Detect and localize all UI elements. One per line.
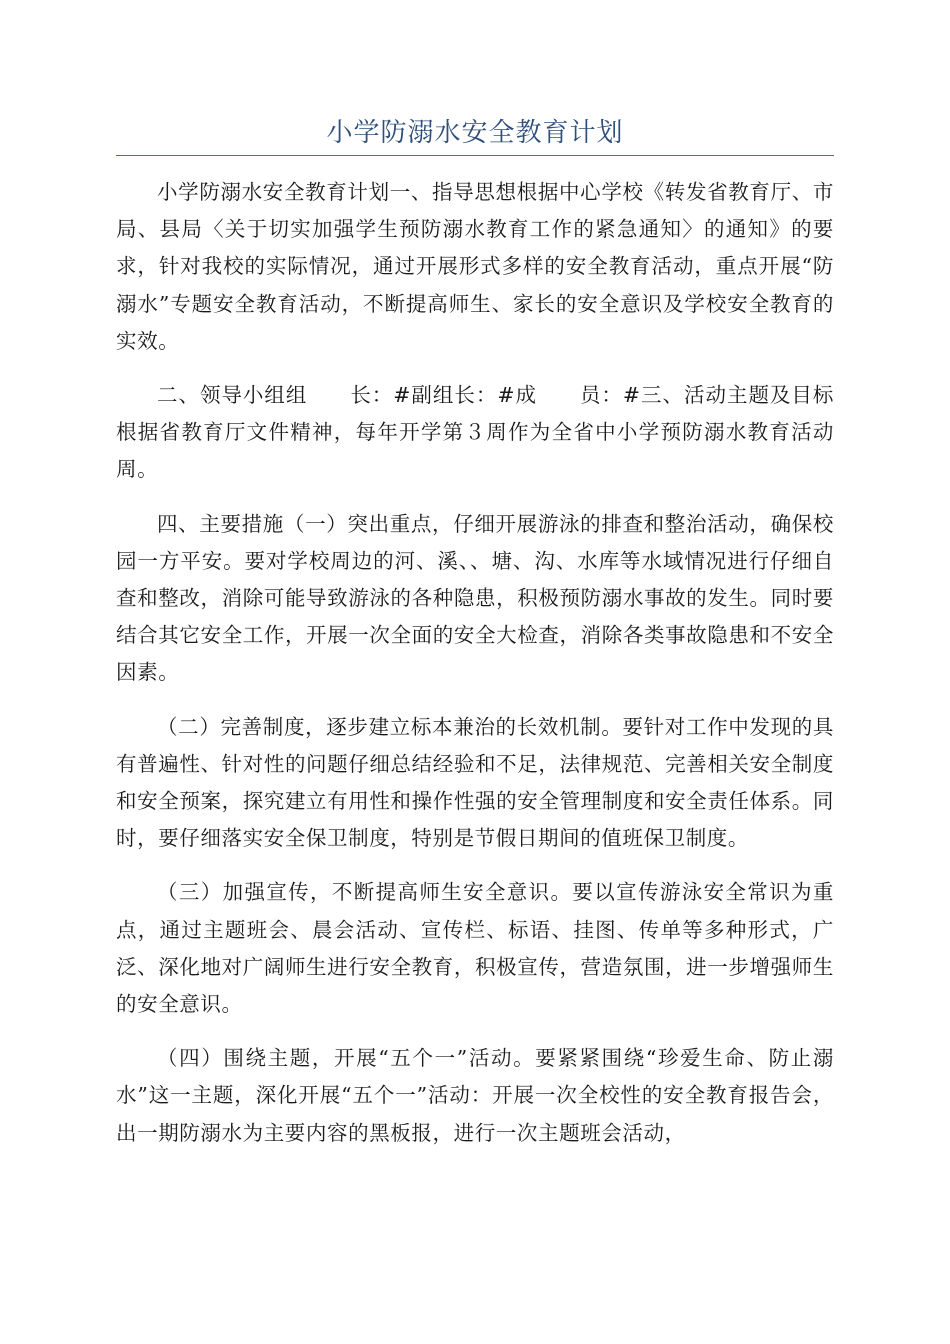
title-underline xyxy=(116,155,834,156)
paragraph-improve-system: （二）完善制度，逐步建立标本兼治的长效机制。要针对工作中发现的具有普遍性、针对性的问题仔细总结经验和不足，法律规范、完善相关安全制度和安全预案，探究建立有用性和操作性强的安全管理制度和安全责任体系。同时，要仔细落实安全保卫制度，特别是节假日期间的值班保卫制度。 xyxy=(116,714,834,851)
paragraph-main-measures: 四、主要措施（一）突出重点，仔细开展游泳的排查和整治活动，确保校园一方平安。要对学校周边的河、溪、、塘、沟、水库等水域情况进行仔细自查和整改，消除可能导致游泳的各种隐患，积极预防溺水事故的发生。同时要结合其它安全工作，开展一次全面的安全大检查，消除各类事故隐患和不安全因素。 xyxy=(116,511,834,685)
paragraph-strengthen-publicity: （三）加强宣传，不断提高师生安全意识。要以宣传游泳安全常识为重点，通过主题班会、晨会活动、宣传栏、标语、挂图、传单等多种形式，广泛、深化地对广阔师生进行安全教育，积极宣传，营造氛围，进一步增强师生的安全意识。 xyxy=(116,880,834,1017)
paragraph-leadership-group: 二、领导小组组 长：#副组长：#成 员：#三、活动主题及目标根据省教育厅文件精神，每年开学第３周作为全省中小学预防溺水教育活动周。 xyxy=(116,383,834,482)
document-body xyxy=(116,174,834,1169)
paragraph-five-activities: （四）围绕主题，开展“五个一”活动。要紧紧围绕“珍爱生命、防止溺水”这一主题，深化开展“五个一”活动：开展一次全校性的安全教育报告会，出一期防溺水为主要内容的黑板报，进行一次主题班会活动， xyxy=(116,1046,834,1145)
document-title: 小学防溺水安全教育计划 xyxy=(326,118,624,148)
paragraph-guiding-ideology: 小学防溺水安全教育计划一、指导思想根据中心学校《转发省教育厅、市局、县局〈关于切实加强学生预防溺水教育工作的紧急通知〉的通知》的要求，针对我校的实际情况，通过开展形式多样的安全教育活动，重点开展“防溺水”专题安全教育活动，不断提高师生、家长的安全意识及学校安全教育的实效。 xyxy=(116,180,834,353)
